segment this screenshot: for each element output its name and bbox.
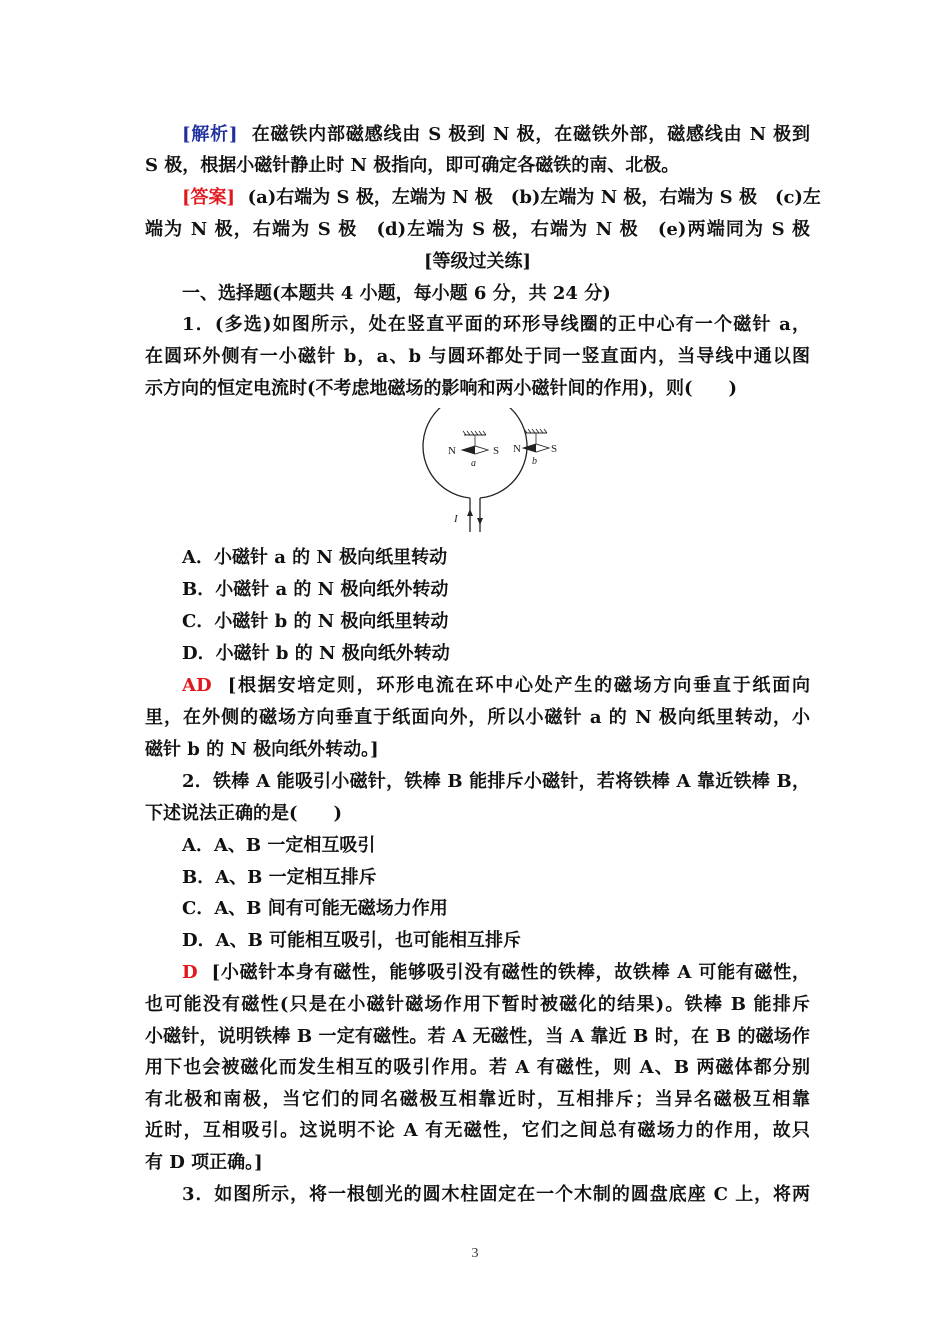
q2-explain-line-5: 有北极和南极，当它们的同名磁极互相靠近时，互相排斥；当异名磁极互相靠	[145, 1089, 810, 1110]
q2-explain-line-7: 有 D 项正确。]	[145, 1152, 263, 1173]
q1-option-c: C．小磁针 b 的 N 极向纸里转动	[182, 611, 449, 632]
current-label: I	[454, 513, 458, 525]
needle-a-n-label: N	[448, 445, 456, 457]
answer-text-1: (a)右端为 S 极，左端为 N 极 (b)左端为 N 极，右端为 S 极 (c)左	[247, 187, 821, 208]
q2-option-d: D．A、B 可能相互吸引，也可能相互排斥	[182, 930, 522, 951]
q2-explain-line-1	[182, 961, 810, 985]
analysis-text-1: 在磁铁内部磁感线由 S 极到 N 极，在磁铁外部，磁感线由 N 极到	[251, 124, 810, 145]
q2-answer-key: D	[182, 962, 198, 983]
answer-line-2: 端为 N 极，右端为 S 极 (d)左端为 S 极，右端为 N 极 (e)两端同为 S 极	[145, 219, 810, 240]
q2-option-c: C．A、B 间有可能无磁场力作用	[182, 898, 448, 919]
q2-explain-line-2: 也可能没有磁性(只是在小磁针磁场作用下暂时被磁化的结果)。铁棒 B 能排斥	[145, 994, 810, 1015]
q2-explain-text-1: [小磁针本身有磁性，能够吸引没有磁性的铁棒，故铁棒 A 可能有磁性，	[211, 962, 810, 983]
needle-b-n-label: N	[513, 443, 521, 455]
q2-stem-line-1: 2．铁棒 A 能吸引小磁针，铁棒 B 能排斥小磁针，若将铁棒 A 靠近铁棒 B，	[182, 771, 810, 792]
q2-explain-line-3: 小磁针，说明铁棒 B 一定有磁性。若 A 无磁性，当 A 靠近 B 时，在 B 的磁场作	[145, 1026, 810, 1047]
needle-a-north	[462, 446, 475, 454]
current-arrow-up	[467, 509, 473, 516]
q1-stem-line-2: 在圆环外侧有一小磁针 b，a、b 与圆环都处于同一竖直面内，当导线中通以图	[145, 346, 810, 367]
q1-explain-line-2: 里，在外侧的磁场方向垂直于纸面向外，所以小磁针 a 的 N 极向纸里转动，小	[145, 707, 810, 728]
q1-explain-line-1	[182, 674, 810, 698]
q2-stem-line-2: 下述说法正确的是( )	[145, 803, 343, 824]
q1-option-a: A．小磁针 a 的 N 极向纸里转动	[182, 547, 448, 568]
needle-b-hatch	[524, 429, 547, 433]
q1-option-d: D．小磁针 b 的 N 极向纸外转动	[182, 643, 450, 664]
analysis-line-2: S 极，根据小磁针静止时 N 极指向，即可确定各磁铁的南、北极。	[145, 155, 680, 176]
needle-b-label: b	[532, 456, 537, 467]
section-title: [等级过关练]	[423, 251, 532, 272]
q1-stem-line-3: 示方向的恒定电流时(不考虑地磁场的影响和两小磁针间的作用)，则( )	[145, 378, 738, 399]
q1-option-b: B．小磁针 a 的 N 极向纸外转动	[182, 579, 449, 600]
q2-explain-line-4: 用下也会被磁化而发生相互的吸引作用。若 A 有磁性，则 A、B 两磁体都分别	[145, 1057, 810, 1078]
needle-b-north	[523, 444, 536, 452]
q1-explain-text-1: [根据安培定则，环形电流在环中心处产生的磁场方向垂直于纸面向	[227, 675, 810, 696]
needle-b-s-label: S	[551, 443, 558, 455]
needle-a-hatch	[463, 431, 486, 435]
q2-option-a: A．A、B 一定相互吸引	[182, 835, 376, 856]
needle-a-s-label: S	[493, 445, 500, 457]
q3-stem-line-1: 3．如图所示，将一根刨光的圆木柱固定在一个木制的圆盘底座 C 上，将两	[182, 1184, 810, 1205]
answer-tag: [答案]	[182, 187, 236, 208]
q2-explain-line-6: 近时，互相吸引。这说明不论 A 有无磁性，它们之间总有磁场力的作用，故只	[145, 1120, 810, 1141]
q1-answer-key: AD	[182, 675, 212, 696]
needle-a-label: a	[471, 458, 476, 469]
current-arrow-down	[477, 518, 483, 525]
analysis-tag: [解析]	[182, 124, 238, 145]
answer-line-1	[182, 186, 821, 210]
q1-figure	[410, 408, 580, 536]
q2-option-b: B．A、B 一定相互排斥	[182, 867, 377, 888]
q1-explain-line-3: 磁针 b 的 N 极向纸外转动。]	[145, 739, 379, 760]
analysis-line-1	[182, 123, 810, 147]
part-title: 一、选择题(本题共 4 小题，每小题 6 分，共 24 分)	[182, 283, 611, 304]
q1-stem-line-1: 1．(多选)如图所示，处在竖直平面的环形导线圈的正中心有一个磁针 a，	[182, 314, 810, 335]
page-number: 3	[471, 1246, 479, 1261]
